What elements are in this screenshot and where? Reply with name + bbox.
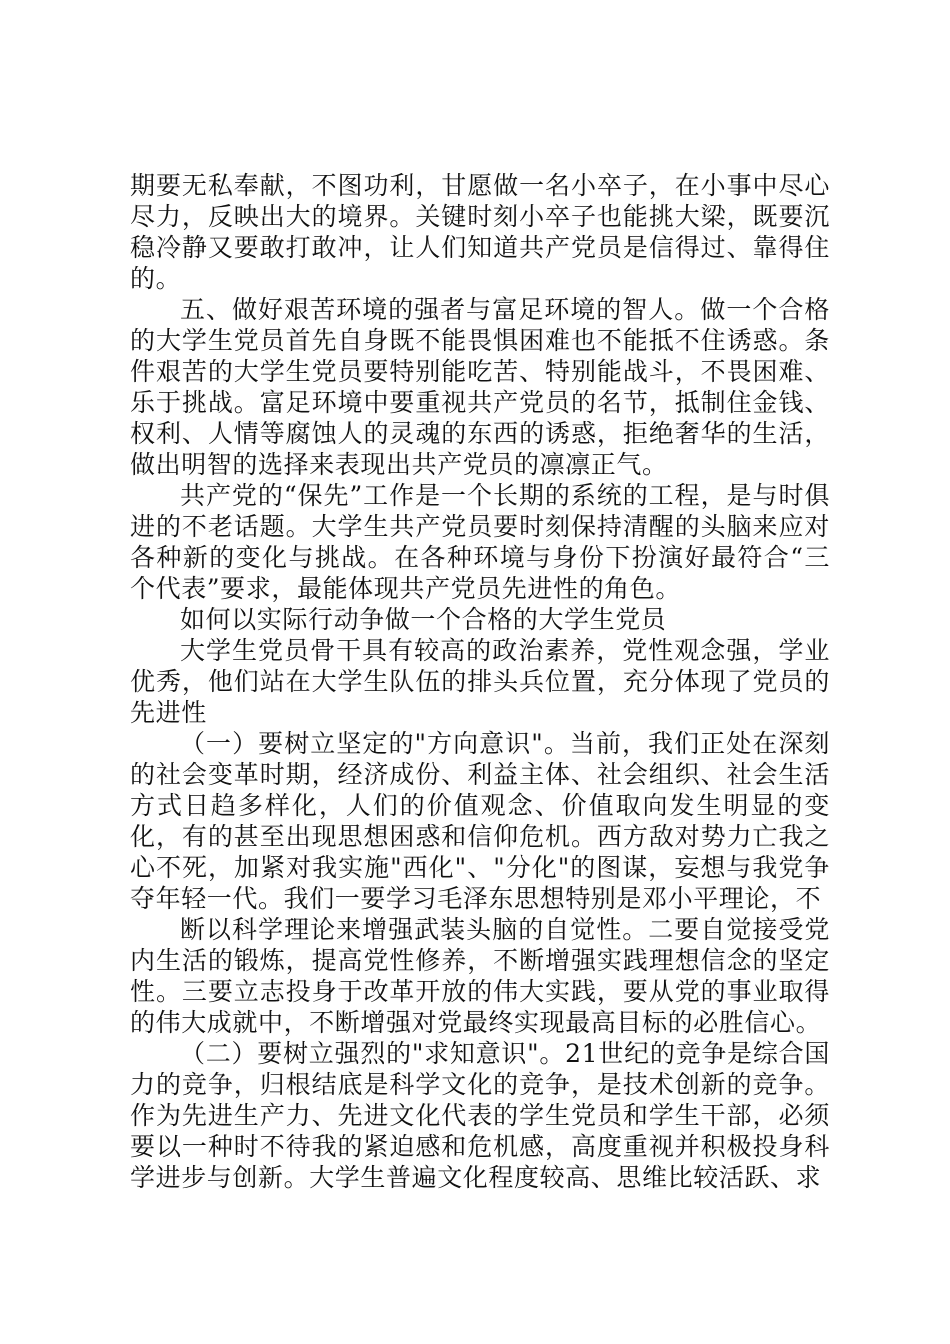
paragraph-knowledge-awareness: （二）要树立强烈的"求知意识"。21世纪的竞争是综合国力的竞争，归根结底是科学文化的竞争，是技术创新的竞争。作为先进生产力、先进文化代表的学生党员和学生干部，必须要以一种时不待我的紧迫感和危机感，高度重视并积极投身科学进步与创新。大学生普遍文化程度较高、思维比较活跃、求: [130, 1039, 830, 1192]
paragraph-backbone-members: 大学生党员骨干具有较高的政治素养，党性观念强，学业优秀，他们站在大学生队伍的排头兵位置，充分体现了党员的先进性: [130, 636, 830, 727]
paragraph-long-term-project: 共产党的“保先”工作是一个长期的系统的工程，是与时俱进的不老话题。大学生共产党员要时刻保持清醒的头脑来应对各种新的变化与挑战。在各种环境与身份下扮演好最符合“三个代表”要求，最能体现共产党员先进性的角色。: [130, 481, 830, 603]
document-body: [130, 170, 830, 1193]
paragraph-selfless-dedication: 期要无私奉献，不图功利，甘愿做一名小卒子，在小事中尽心尽力，反映出大的境界。关键时刻小卒子也能挑大梁，既要沉稳冷静又要敢打敢冲，让人们知道共产党员是信得过、靠得住的。: [130, 171, 830, 293]
paragraph-scientific-theory: 断以科学理论来增强武装头脑的自觉性。二要自觉接受党内生活的锻炼，提高党性修养，不断增强实践理想信念的坚定性。三要立志投身于改革开放的伟大实践，要从党的事业取得的伟大成就中，不断增强对党最终实现最高目标的必胜信心。: [130, 915, 830, 1037]
paragraph-direction-awareness: （一）要树立坚定的"方向意识"。当前，我们正处在深刻的社会变革时期，经济成份、利益主体、社会组织、社会生活方式日趋多样化，人们的价值观念、价值取向发生明显的变化，有的甚至出现思想困惑和信仰危机。西方敌对势力亡我之心不死，加紧对我实施"西化"、"分化"的图谋，妄想与我党争夺年轻一代。我们一要学习毛泽东思想特别是邓小平理论，不: [130, 729, 830, 913]
paragraph-heading-qualified-member: 如何以实际行动争做一个合格的大学生党员: [180, 605, 667, 634]
paragraph-section-five: 五、做好艰苦环境的强者与富足环境的智人。做一个合格的大学生党员首先自身既不能畏惧困难也不能抵不住诱惑。条件艰苦的大学生党员要特别能吃苦、特别能战斗，不畏困难、乐于挑战。富足环境中要重视共产党员的名节，抵制住金钱、权利、人情等腐蚀人的灵魂的东西的诱惑，拒绝奢华的生活，做出明智的选择来表现出共产党员的凛凛正气。: [130, 295, 830, 479]
